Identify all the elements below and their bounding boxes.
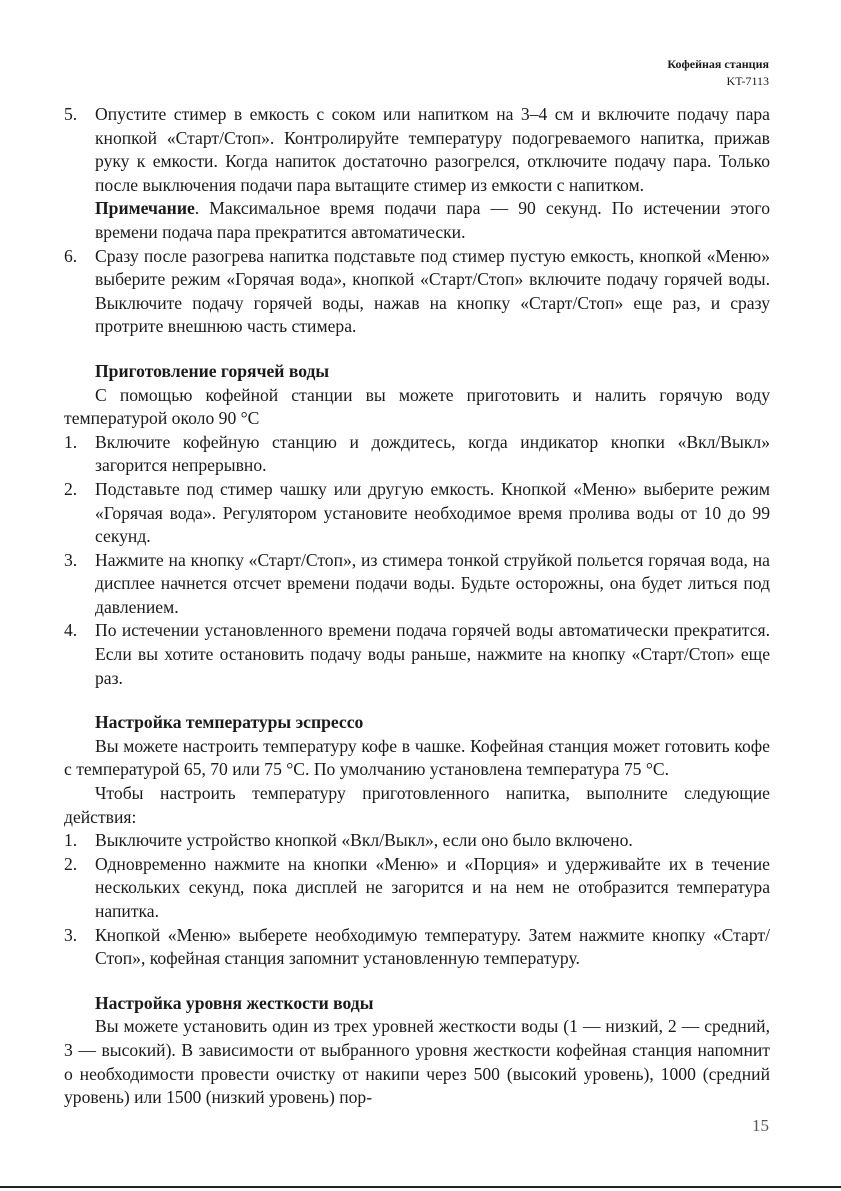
list-item — [64, 245, 770, 339]
list-item — [64, 853, 770, 924]
list-text: Нажмите на кнопку «Старт/Стоп», из стимера тонкой струйкой польется горячая вода, на дисплее начнется отсчет времени подачи воды. Будьте осторожны, она будет литься под давлением. — [95, 549, 770, 617]
list-item — [64, 619, 770, 690]
paragraph: С помощью кофейной станции вы можете приготовить и налить горячую воду температурой около 90 °C — [64, 384, 770, 429]
page-bottom-border — [0, 1186, 841, 1188]
list-text: Опустите стимер в емкость с соком или напитком на 3–4 см и включите подачу пара кнопкой «Старт/Стоп». Контролируйте температуру подогреваемого напитка, прижав руку к емкости. Когда напиток достаточно разогрелся, отключите подачу пара. Только после выключения подачи пара вытащите стимер из емкости с напитком. — [95, 104, 770, 195]
list-number: 2. — [64, 853, 78, 874]
list-text: Подставьте под стимер чашку или другую емкость. Кнопкой «Меню» выберите режим «Горячая вода». Регулятором установите необходимое время пролива воды от 10 до 99 секунд. — [95, 478, 770, 547]
page-content — [64, 103, 770, 1110]
list-text: Сразу после разогрева напитка подставьте под стимер пустую емкость, кнопкой «Меню» выберите режим «Горячая вода», кнопкой «Старт/Стоп» включите подачу горячей воды. Выключите подачу горячей воды, нажав на кнопку «Старт/Стоп» еще раз, и сразу протрите внешнюю часть стимера. — [95, 245, 770, 337]
list-number: 5. — [64, 104, 78, 124]
list-item — [64, 103, 770, 245]
header-model: KT-7113 — [726, 74, 769, 88]
note-text: . Максимальное время подачи пара — 90 секунд. По истечении этого времени подача пара прекратится автоматически. — [95, 198, 770, 242]
note — [95, 197, 770, 244]
note-label: Примечание — [95, 198, 195, 219]
page-number: 15 — [752, 1116, 769, 1135]
list-item — [64, 431, 770, 478]
list-number: 2. — [64, 478, 78, 499]
list-item — [64, 829, 770, 853]
paragraph: Вы можете настроить температуру кофе в чашке. Кофейная станция может готовить кофе с температурой 65, 70 или 75 °C. По умолчанию установлена температура 75 °C. — [64, 735, 770, 780]
list-text: Одновременно нажмите на кнопки «Меню» и «Порция» и удерживайте их в течение нескольких секунд, пока дисплей не загорится и на нем не отобразится температура напитка. — [95, 853, 770, 921]
list-text: Включите кофейную станцию и дождитесь, когда индикатор кнопки «Вкл/Выкл» загорится непрерывно. — [95, 431, 770, 476]
list-number: 4. — [64, 620, 78, 641]
list-text: Выключите устройство кнопкой «Вкл/Выкл», если оно было включено. — [95, 830, 633, 851]
list-text: Кнопкой «Меню» выберете необходимую температуру. Затем нажмите кнопку «Старт/Стоп», кофейная станция запомнит установленную температуру. — [95, 924, 770, 969]
list-number: 3. — [64, 924, 78, 945]
section-heading-espresso-temp: Настройка температуры эспрессо — [95, 712, 364, 733]
page-header — [667, 56, 769, 90]
list-number: 6. — [64, 245, 78, 266]
list-item — [64, 549, 770, 620]
paragraph: Чтобы настроить температуру приготовленного напитка, выполните следующие действия: — [64, 783, 770, 827]
list-item — [64, 924, 770, 971]
list-item — [64, 478, 770, 549]
header-title: Кофейная станция — [667, 57, 769, 71]
list-number: 1. — [64, 431, 78, 452]
paragraph: Вы можете установить один из трех уровней жесткости воды (1 — низкий, 2 — средний, 3 — высокий). В зависимости от выбранного уровня жесткости кофейная станция напомнит о необходимости провести очистку от накипи через 500 (высокий уровень), 1000 (средний уровень) или 1500 (низкий уровень) пор- — [64, 1016, 770, 1108]
list-number: 3. — [64, 549, 78, 570]
section-heading-water-hardness: Настройка уровня жесткости воды — [95, 992, 374, 1013]
list-text: По истечении установленного времени подача горячей воды автоматически прекратится. Если вы хотите остановить подачу воды раньше, нажмите на кнопку «Старт/Стоп» еще раз. — [95, 620, 770, 688]
section-heading-hot-water: Приготовление горячей воды — [95, 360, 330, 381]
list-number: 1. — [64, 830, 78, 851]
